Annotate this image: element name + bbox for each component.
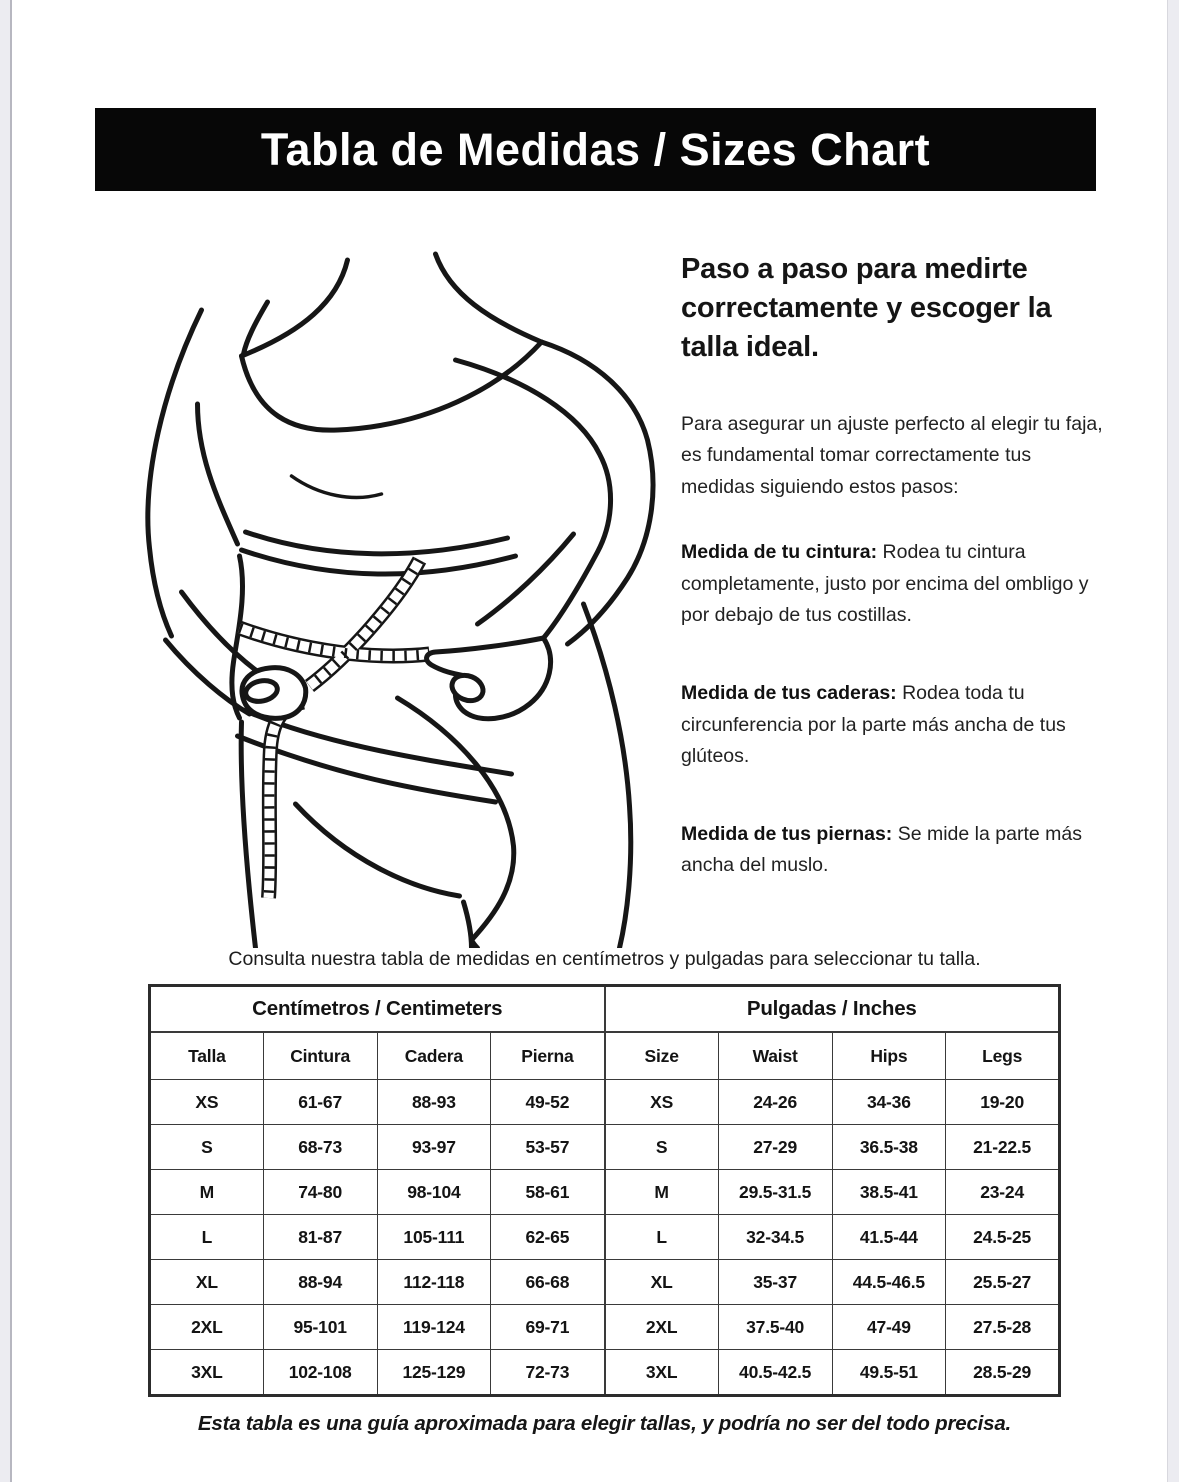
bra-neckline (242, 342, 542, 430)
measuring-tape (240, 560, 430, 898)
size-label-cell: 2XL (605, 1305, 719, 1350)
measurement-cell: 32-34.5 (718, 1215, 832, 1260)
size-label-cell: M (150, 1170, 264, 1215)
measurement-cell: 36.5-38 (832, 1125, 946, 1170)
measurement-cell: 49.5-51 (832, 1350, 946, 1396)
group-header-centimeters: Centímetros / Centimeters (150, 986, 605, 1033)
right-waist-line (478, 534, 574, 624)
measurement-cell: 23-24 (946, 1170, 1060, 1215)
column-header-cadera: Cadera (377, 1032, 491, 1080)
measurement-cell: 25.5-27 (946, 1260, 1060, 1305)
measurement-cell: 24.5-25 (946, 1215, 1060, 1260)
table-row (150, 1350, 1060, 1396)
right-thigh-outer (584, 604, 631, 948)
neck-left-line (242, 260, 348, 356)
measurement-cell: 61-67 (263, 1080, 377, 1125)
group-header-inches: Pulgadas / Inches (605, 986, 1060, 1033)
right-hand (427, 638, 551, 719)
measurement-cell: 35-37 (718, 1260, 832, 1305)
instructions-heading: Paso a paso para medirte correctamente y escoger la talla ideal. (681, 253, 1052, 363)
woman-measuring-waist-icon (95, 248, 660, 948)
measurement-cell: 74-80 (263, 1170, 377, 1215)
column-header-talla: Talla (150, 1032, 264, 1080)
left-torso-upper (198, 404, 238, 544)
step-waist-label: Medida de tu cintura: (681, 541, 878, 564)
column-header-hips: Hips (832, 1032, 946, 1080)
size-label-cell: 3XL (605, 1350, 719, 1396)
size-table (148, 984, 1061, 1397)
page-edge-left (0, 0, 12, 1482)
table-row (150, 1305, 1060, 1350)
briefs-leg-opening-left (296, 804, 460, 896)
measurement-cell: 88-93 (377, 1080, 491, 1125)
measurement-cell: 58-61 (491, 1170, 605, 1215)
measurement-cell: 24-26 (718, 1080, 832, 1125)
measurement-cell: 66-68 (491, 1260, 605, 1305)
measurement-cell: 119-124 (377, 1305, 491, 1350)
step-hips-label: Medida de tus caderas: (681, 682, 897, 705)
measurement-cell: 21-22.5 (946, 1125, 1060, 1170)
instructions-panel (681, 250, 1105, 928)
table-caption: Consulta nuestra tabla de medidas en centímetros y pulgadas para seleccionar tu talla. (228, 948, 981, 970)
table-row (150, 1260, 1060, 1305)
page-edge-right (1167, 0, 1179, 1482)
measurement-cell: 105-111 (377, 1215, 491, 1260)
step-waist (681, 537, 1105, 632)
instructions-intro: Para asegurar un ajuste perfecto al elegir tu faja, es fundamental tomar correctamente tus medidas siguiendo estos pasos: (681, 412, 1103, 498)
measuring-illustration (95, 248, 660, 948)
measurement-cell: 125-129 (377, 1350, 491, 1396)
column-header-cintura: Cintura (263, 1032, 377, 1080)
measurement-cell: 29.5-31.5 (718, 1170, 832, 1215)
step-legs-text: Se mide la parte más ancha del muslo. (681, 822, 1082, 877)
size-label-cell: XS (150, 1080, 264, 1125)
measurement-cell: 27.5-28 (946, 1305, 1060, 1350)
step-hips-text: Rodea toda tu circunferencia por la parte más ancha de tus glúteos. (681, 682, 1066, 768)
size-label-cell: XS (605, 1080, 719, 1125)
measurement-cell: 49-52 (491, 1080, 605, 1125)
size-label-cell: L (605, 1215, 719, 1260)
step-hips (681, 678, 1105, 773)
size-table-body (150, 1080, 1060, 1396)
measurement-cell: 88-94 (263, 1260, 377, 1305)
size-label-cell: L (150, 1215, 264, 1260)
left-arm-outer (148, 310, 202, 636)
measurement-cell: 81-87 (263, 1215, 377, 1260)
column-header-row (150, 1032, 1060, 1080)
measurement-cell: 72-73 (491, 1350, 605, 1396)
measurement-cell: 19-20 (946, 1080, 1060, 1125)
measurement-cell: 27-29 (718, 1125, 832, 1170)
table-row (150, 1215, 1060, 1260)
column-header-size: Size (605, 1032, 719, 1080)
bra-band-top (246, 532, 508, 554)
measurement-cell: 98-104 (377, 1170, 491, 1215)
right-arm-inner (456, 360, 611, 638)
table-row (150, 1080, 1060, 1125)
measurement-cell: 53-57 (491, 1125, 605, 1170)
measurement-cell: 34-36 (832, 1080, 946, 1125)
step-legs (681, 819, 1105, 882)
column-header-legs: Legs (946, 1032, 1060, 1080)
measurement-cell: 69-71 (491, 1305, 605, 1350)
measurement-cell: 41.5-44 (832, 1215, 946, 1260)
column-header-waist: Waist (718, 1032, 832, 1080)
measurement-cell: 68-73 (263, 1125, 377, 1170)
size-label-cell: S (605, 1125, 719, 1170)
measurement-cell: 93-97 (377, 1125, 491, 1170)
size-label-cell: S (150, 1125, 264, 1170)
chest-crease (292, 476, 382, 497)
size-label-cell: 2XL (150, 1305, 264, 1350)
measurement-cell: 44.5-46.5 (832, 1260, 946, 1305)
right-buttock-curve (398, 698, 514, 940)
step-legs-label: Medida de tus piernas: (681, 822, 893, 845)
measurement-cell: 95-101 (263, 1305, 377, 1350)
column-header-pierna: Pierna (491, 1032, 605, 1080)
neck-right-line (436, 254, 542, 342)
size-label-cell: 3XL (150, 1350, 264, 1396)
measurement-cell: 38.5-41 (832, 1170, 946, 1215)
measurement-cell: 112-118 (377, 1260, 491, 1305)
table-row (150, 1170, 1060, 1215)
footnote: Esta tabla es una guía aproximada para elegir tallas, y podría no ser del todo precisa. (197, 1412, 1012, 1435)
measurement-cell: 40.5-42.5 (718, 1350, 832, 1396)
right-arm-outer (542, 342, 654, 644)
size-label-cell: M (605, 1170, 719, 1215)
left-thigh-outer (241, 722, 255, 948)
title-banner (95, 108, 1096, 191)
measurement-cell: 102-108 (263, 1350, 377, 1396)
size-label-cell: XL (605, 1260, 719, 1305)
measurement-cell: 28.5-29 (946, 1350, 1060, 1396)
table-row (150, 1125, 1060, 1170)
step-waist-text: Rodea tu cintura completamente, justo por encima del ombligo y por debajo de tus costillas. (681, 541, 1089, 627)
measurement-cell: 62-65 (491, 1215, 605, 1260)
group-header-row (150, 986, 1060, 1033)
size-label-cell: XL (150, 1260, 264, 1305)
page-title: Tabla de Medidas / Sizes Chart (260, 123, 931, 175)
measurement-cell: 37.5-40 (718, 1305, 832, 1350)
measurement-cell: 47-49 (832, 1305, 946, 1350)
